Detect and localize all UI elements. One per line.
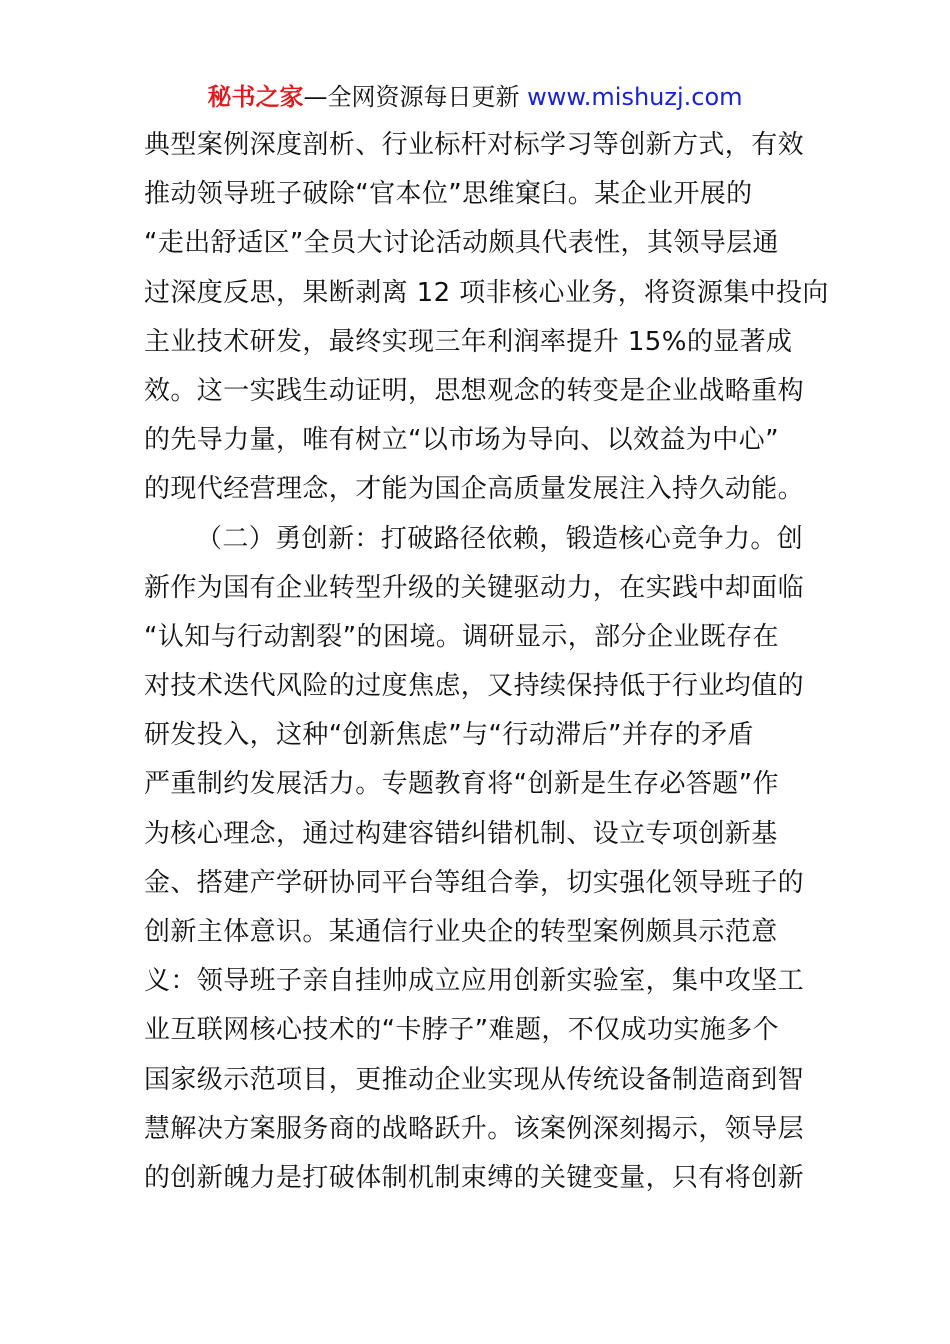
site-header	[0, 80, 950, 114]
text-line: 主业技术研发，最终实现三年利润率提升 15%的显著成	[144, 326, 793, 357]
document-body	[144, 121, 829, 1203]
text-line: 为核心理念，通过构建容错纠错机制、设立专项创新基	[144, 818, 778, 849]
text-line: 典型案例深度剖析、行业标杆对标学习等创新方式，有效	[144, 130, 805, 160]
text-line: 创新主体意识。某通信行业央企的转型案例颇具示范意	[144, 917, 778, 947]
site-url[interactable]: www.mishuzj.com	[527, 83, 743, 111]
text-line: 推动领导班子破除“官本位”思维窠臼。某企业开展的	[144, 179, 753, 210]
text-line: 的创新魄力是打破体制机制束缚的关键变量，只有将创新	[144, 1162, 805, 1193]
text-line: 业互联网核心技术的“卡脖子”难题，不仅成功实施多个	[144, 1015, 779, 1046]
text-line: 研发投入，这种“创新焦虑”与“行动滞后”并存的矛盾	[144, 720, 754, 751]
text-line: 新作为国有企业转型升级的关键驱动力，在实践中却面临	[144, 572, 805, 603]
text-line: 严重制约发展活力。专题教育将“创新是生存必答题”作	[144, 769, 779, 800]
site-brand: 秘书之家	[207, 83, 304, 111]
section-heading-line: （二）勇创新：打破路径依赖，锻造核心竞争力。创	[196, 523, 804, 554]
text-line: “认知与行动割裂”的困境。调研显示，部分企业既存在	[144, 621, 779, 652]
text-line: 效。这一实践生动证明，思想观念的转变是企业战略重构	[144, 375, 805, 406]
text-line: 的现代经营理念，才能为国企高质量发展注入持久动能。	[144, 474, 805, 505]
text-line: 的先导力量，唯有树立“以市场为导向、以效益为中心”	[144, 425, 779, 456]
text-line: 国家级示范项目，更推动企业实现从传统设备制造商到智	[144, 1064, 805, 1095]
site-tagline: —全网资源每日更新	[303, 83, 528, 111]
text-line: 慧解决方案服务商的战略跃升。该案例深刻揭示，领导层	[144, 1113, 805, 1144]
text-line: 义：领导班子亲自挂帅成立应用创新实验室，集中攻坚工	[144, 966, 805, 997]
text-line: 对技术迭代风险的过度焦虑，又持续保持低于行业均值的	[144, 671, 805, 702]
text-line: 金、搭建产学研协同平台等组合拳，切实强化领导班子的	[144, 867, 805, 898]
text-line: “走出舒适区”全员大讨论活动颇具代表性，其领导层通	[144, 228, 779, 259]
text-line: 过深度反思，果断剥离 12 项非核心业务，将资源集中投向	[144, 277, 829, 308]
